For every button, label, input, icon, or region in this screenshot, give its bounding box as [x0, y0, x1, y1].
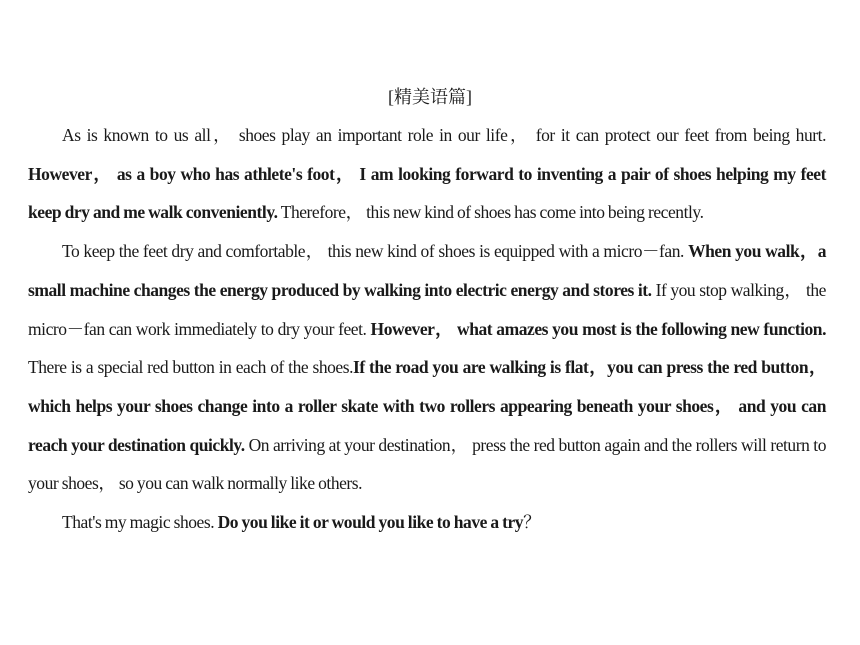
paragraph-1-sentence-1: As is known to us all， shoes play an important role in our life， for it can protect our feet from being hurt.: [62, 125, 826, 145]
paragraph-3-bold-question: Do you like it or would you like to have a try: [217, 512, 524, 533]
paragraph-1: [28, 116, 826, 232]
section-title: [精美语篇]: [388, 87, 472, 107]
paragraph-3: [28, 503, 826, 542]
paragraph-2-bold-segment-6: If the road you are walking is flat，you can press the red button， which helps your shoes change into a roller skate with two rollers appearing beneath your shoes， and you can reach your destination quickly.: [28, 357, 826, 455]
paragraph-2: [28, 232, 826, 503]
essay-body: [28, 116, 826, 542]
paragraph-2-bold-segment-2: When you walk，a small machine changes the energy produced by walking into electric energy and stores it.: [28, 241, 826, 300]
paragraph-2-segment-3: If you stop walking， the micro－fan can work immediately to dry your feet.: [28, 279, 826, 339]
paragraph-1-sentence-3: Therefore， this new kind of shoes has come into being recently.: [277, 202, 704, 223]
paragraph-2-segment-7: On arriving at your destination， press the red button again and the rollers will return to your shoes， so you can walk normally like others.: [28, 434, 826, 494]
paragraph-3-segment-1: That's my magic shoes.: [62, 512, 218, 533]
paragraph-2-bold-segment-4: However， what amazes you most is the following new function.: [370, 318, 826, 339]
paragraph-1-bold-sentence: However， as a boy who has athlete's foot， I am looking forward to inventing a pair of shoes helping my feet keep dry and me walk conveniently.: [28, 163, 826, 223]
paragraph-3-question-mark: ？: [523, 512, 541, 533]
paragraph-2-segment-1: To keep the feet dry and comfortable， this new kind of shoes is equipped with a micro－fan.: [62, 241, 689, 262]
paragraph-2-segment-5: There is a special red button in each of the shoes.: [28, 357, 354, 378]
